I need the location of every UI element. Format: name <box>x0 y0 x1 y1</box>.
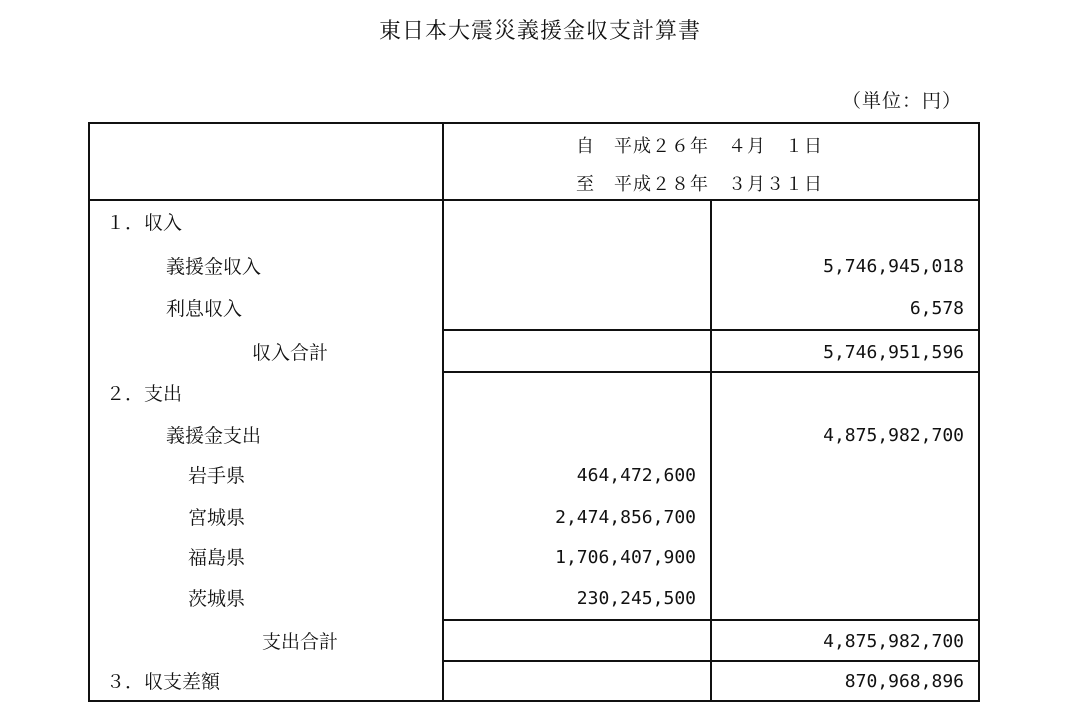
expense-subtotal-value: 4,875,982,700 <box>823 631 964 652</box>
balance-total: 870,968,896 <box>844 671 964 692</box>
expense-main-label: 義援金支出 <box>166 425 262 447</box>
divider-expense-end <box>442 660 978 662</box>
prefecture-amount: 230,245,500 <box>576 588 696 609</box>
statement-table <box>88 122 980 702</box>
expense-heading: ２．支出 <box>106 383 183 405</box>
prefecture-label: 福島県 <box>188 547 246 569</box>
divider-label-column <box>442 124 444 700</box>
prefecture-amount: 464,472,600 <box>576 465 696 486</box>
income-row-label: 義援金収入 <box>166 256 262 278</box>
income-row-total: 6,578 <box>909 298 964 319</box>
divider-income-end <box>442 371 978 373</box>
expense-main-total: 4,875,982,700 <box>823 425 964 446</box>
income-heading: １．収入 <box>106 212 183 234</box>
period-to: 至 平成２８年 ３月３１日 <box>576 174 823 195</box>
period-from: 自 平成２６年 ４月 １日 <box>576 136 823 157</box>
prefecture-amount: 2,474,856,700 <box>555 507 696 528</box>
income-subtotal-value: 5,746,951,596 <box>823 342 964 363</box>
unit-note: （単位：円） <box>841 90 962 112</box>
prefecture-label: 宮城県 <box>188 507 246 529</box>
income-row-label: 利息収入 <box>166 298 243 320</box>
divider-detail-column <box>710 199 712 700</box>
prefecture-label: 岩手県 <box>188 465 246 487</box>
divider-expense-subtotal <box>442 619 978 621</box>
income-subtotal-label: 収入合計 <box>252 342 329 364</box>
divider-header <box>90 199 978 201</box>
document-title: 東日本大震災義援金収支計算書 <box>378 19 701 44</box>
divider-income-subtotal <box>442 329 978 331</box>
expense-subtotal-label: 支出合計 <box>262 631 339 653</box>
prefecture-label: 茨城県 <box>188 588 246 610</box>
income-row-total: 5,746,945,018 <box>823 256 964 277</box>
prefecture-amount: 1,706,407,900 <box>555 547 696 568</box>
balance-heading: ３．収支差額 <box>106 671 221 693</box>
